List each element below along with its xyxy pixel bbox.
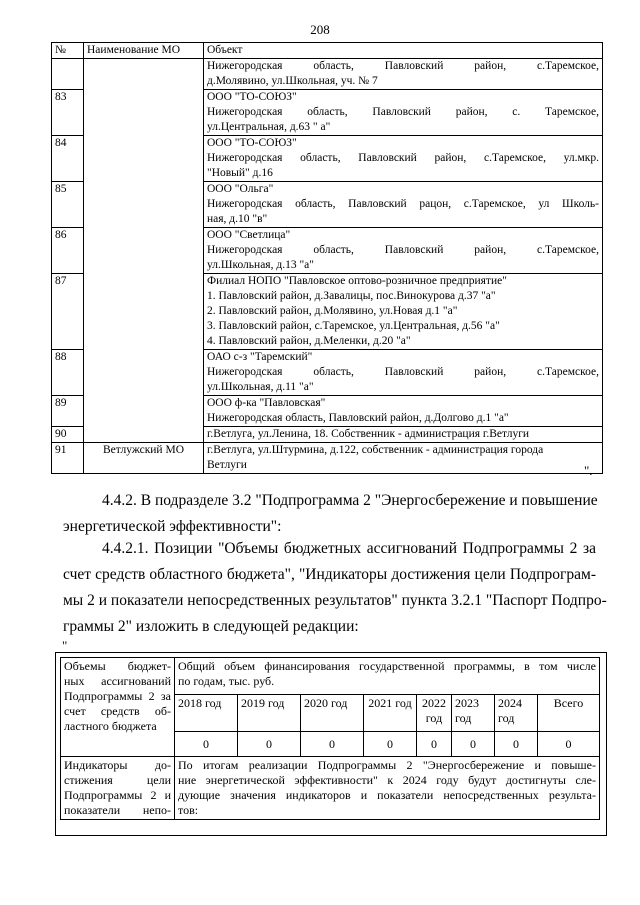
year-cell-total: Всего <box>538 695 600 732</box>
object-line: ООО "Ольга" <box>207 183 274 195</box>
budget-allocations-label <box>61 658 175 757</box>
object-line: ул.Школьная, д.13 "а" <box>207 259 314 271</box>
paragraph-line: счет средств областного бюджета", "Индикаторы достижения цели Подпрограм- <box>63 566 596 583</box>
object-line: ул.Центральная, д.63 " а" <box>207 121 331 133</box>
label-line: ластного бюджета <box>64 719 157 733</box>
indicators-description <box>175 757 600 820</box>
passport-table <box>60 657 600 820</box>
paragraph-4-4-2-1 <box>63 536 607 640</box>
row-number-cell: 83 <box>52 90 84 136</box>
value-cell: 0 <box>417 732 452 757</box>
desc-line: тов: <box>178 803 199 817</box>
mo-name-cell: Ветлужский МО <box>84 443 204 474</box>
table-row <box>52 443 603 474</box>
table-header-row <box>52 43 603 59</box>
objects-table <box>51 42 603 474</box>
row-number-cell: 89 <box>52 396 84 427</box>
column-header-object: Объект <box>204 43 603 59</box>
indicators-row <box>61 757 600 820</box>
object-line: 2. Павловский район, д.Молявино, ул.Новая д.1 "а" <box>207 305 458 317</box>
paragraph-line: граммы 2" изложить в следующей редакции: <box>63 618 359 635</box>
object-cell <box>204 228 603 274</box>
object-cell <box>204 274 603 350</box>
label-line: Подпрограммы 2 за <box>64 689 171 703</box>
object-line: "Новый" д.16 <box>207 167 273 179</box>
year-cell: 2023 год <box>452 695 495 732</box>
opening-quote: " <box>62 638 68 653</box>
passport-header-row <box>61 658 600 695</box>
column-header-mo-name: Наименование МО <box>84 43 204 59</box>
page-number: 208 <box>310 22 330 37</box>
year-cell: 2019 год <box>238 695 301 732</box>
object-line: Нижегородская область, Павловский район, с.Таремское, <box>207 366 599 378</box>
object-cell <box>204 59 603 90</box>
value-cell: 0 <box>301 732 364 757</box>
label-line: ных ассигнований <box>64 674 171 688</box>
value-cell: 0 <box>364 732 417 757</box>
header-line: по годам, тыс. руб. <box>178 674 275 688</box>
object-line: Филиал НОПО "Павловское оптово-розничное предприятие" <box>207 275 507 287</box>
object-line: ООО "ТО-СОЮЗ" <box>207 91 297 103</box>
paragraph-4-4-2 <box>63 488 596 540</box>
value-cell: 0 <box>452 732 495 757</box>
year-cell: 2018 год <box>175 695 238 732</box>
value-cell: 0 <box>175 732 238 757</box>
label-line: Подпрограммы 2 и <box>64 788 171 802</box>
object-line: г.Ветлуга, ул.Ленина, 18. Собственник - администрация г.Ветлуги <box>207 428 530 440</box>
row-number-cell: 87 <box>52 274 84 350</box>
row-number-cell: 85 <box>52 182 84 228</box>
paragraph-line: 4.4.2. В подразделе 3.2 "Подпрограмма 2 "Энергосбережение и повышение <box>102 492 598 509</box>
object-line: д.Молявино, ул.Школьная, уч. № 7 <box>207 75 378 87</box>
header-line: Общий объем финансирования государственной программы, в том числе <box>178 659 596 673</box>
value-cell: 0 <box>495 732 538 757</box>
paragraph-line: мы 2 и показатели непосредственных результатов" пункта 3.2.1 "Паспорт Подпро- <box>63 592 607 609</box>
label-line: стижения цели <box>64 773 171 787</box>
year-cell: 2024 год <box>495 695 538 732</box>
desc-line: дующие значения индикаторов и показатели непосредственных результа- <box>178 788 596 802</box>
object-line: 3. Павловский район, с.Таремское, ул.Центральная, д.56 "а" <box>207 320 500 332</box>
paragraph-line: 4.4.2.1. Позиции "Объемы бюджетных ассигнований Подпрограммы 2 за <box>102 540 596 557</box>
row-number-cell <box>52 59 84 90</box>
object-line: Нижегородская область, Павловский район, д.Долгово д.1 "а" <box>207 412 509 424</box>
object-line: Нижегородская область, Павловский район, с.Таремское, <box>207 244 599 256</box>
financing-header <box>175 658 600 695</box>
object-line: ООО "Светлица" <box>207 229 291 241</box>
row-number-cell: 90 <box>52 427 84 443</box>
object-line: Нижегородская область, Павловский район, с. Таремское, <box>207 106 599 118</box>
object-line: Нижегородская область, Павловский район, с.Таремское, <box>207 60 599 72</box>
value-cell: 0 <box>238 732 301 757</box>
object-cell <box>204 443 603 474</box>
object-cell <box>204 136 603 182</box>
label-line: счет средств об- <box>64 704 171 718</box>
object-line: Нижегородская область, Павловский район, с.Таремское, ул.мкр. <box>207 152 599 164</box>
label-line: Объемы бюджет- <box>64 659 171 673</box>
desc-line: По итогам реализации Подпрограммы 2 "Энергосбережение и повыше- <box>178 758 596 772</box>
object-line: ООО ф-ка "Павловская" <box>207 397 326 409</box>
object-line: г.Ветлуга, ул.Штурмина, д.122, собственник - администрация города <box>207 444 544 456</box>
object-cell <box>204 396 603 427</box>
mo-name-cell-merged <box>84 59 204 443</box>
object-line: ОАО с-з "Таремский" <box>207 351 313 363</box>
object-cell <box>204 90 603 136</box>
table-row-continuation <box>52 59 603 90</box>
indicators-label <box>61 757 175 820</box>
object-line: ООО "ТО-СОЮЗ" <box>207 137 297 149</box>
desc-line: ние энергетической эффективности" к 2024 году будут достигнуты сле- <box>178 773 596 787</box>
label-line: Индикаторы до- <box>64 758 171 772</box>
paragraph-line: энергетической эффективности": <box>63 518 282 535</box>
object-line: 4. Павловский район, д.Меленки, д.20 "а" <box>207 335 411 347</box>
object-line: Ветлуги <box>207 459 247 471</box>
row-number-cell: 91 <box>52 443 84 474</box>
object-line: ная, д.10 "в" <box>207 213 268 225</box>
object-line: ул.Школьная, д.11 "а" <box>207 381 314 393</box>
year-cell: 2022 год <box>417 695 452 732</box>
object-cell <box>204 182 603 228</box>
row-number-cell: 88 <box>52 350 84 396</box>
year-cell: 2021 год <box>364 695 417 732</box>
object-line: Нижегородская область, Павловский рацон, с.Таремское, ул Школь- <box>207 198 599 210</box>
object-cell <box>204 427 603 443</box>
closing-quote: ". <box>584 463 593 478</box>
value-cell-total: 0 <box>538 732 600 757</box>
object-cell <box>204 350 603 396</box>
column-header-number: № <box>52 43 84 59</box>
row-number-cell: 86 <box>52 228 84 274</box>
year-cell: 2020 год <box>301 695 364 732</box>
row-number-cell: 84 <box>52 136 84 182</box>
label-line: показатели непо- <box>64 803 171 817</box>
object-line: 1. Павловский район, д.Завалицы, пос.Винокурова д.37 "а" <box>207 290 496 302</box>
